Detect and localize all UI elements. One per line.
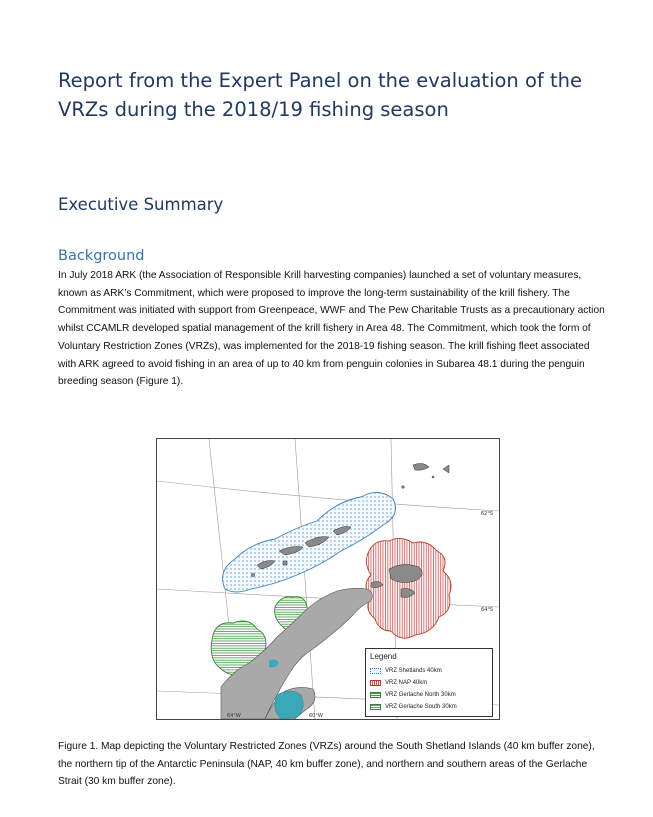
legend-item-gerlache-north [370, 691, 456, 699]
subsection-heading: Background [58, 248, 145, 264]
legend-label: VRZ NAP 40km [385, 680, 428, 686]
northeast-islands [402, 463, 449, 488]
legend-title: Legend [370, 652, 397, 661]
figure-caption: Figure 1. Map depicting the Voluntary Restricted Zones (VRZs) around the South Shetland Islands (40 km buffer zone), the northern tip of the Antarctic Peninsula (NAP, 40 km buffer zone), and northern and southern areas of the Gerlache Strait (30 km buffer zone). [58, 741, 595, 787]
legend-swatch-gerlache-north [370, 692, 381, 698]
legend-swatch-nap [370, 680, 381, 686]
legend-item-gerlache-south [370, 703, 457, 711]
report-title: Report from the Expert Panel on the evaluation of the VRZs during the 2018/19 fishing season [58, 69, 582, 121]
lon-tick-2: 60°W [309, 713, 323, 719]
legend-label: VRZ Gerlache South 30km [385, 704, 457, 710]
legend-swatch-gerlache-south [370, 704, 381, 710]
legend-swatch-shetlands [370, 668, 381, 674]
lat-tick-1: 62°S [481, 511, 494, 517]
map-legend [365, 648, 493, 717]
section-heading: Executive Summary [58, 195, 224, 214]
legend-item-nap [370, 679, 427, 687]
background-paragraph: In July 2018 ARK (the Association of Responsible Krill harvesting companies) launched a set of voluntary measures, known as ARK’s Commitment, which were proposed to improve the long-term sustainability of the krill fishery. The Commitment was initiated with support from Greenpeace, WWF and The Pew Charitable Trusts as a precautionary action whilst CCAMLR developed spatial management of the krill fishery in Area 48. The Commitment, which took the form of Voluntary Restriction Zones (VRZs), was implemented for the 2018-19 fishing season. The krill fishing fleet associated with ARK agreed to avoid fishing in an area of up to 40 km from penguin colonies in Subarea 48.1 during the penguin breeding season (Figure 1). [58, 270, 605, 388]
lon-tick-1: 64°W [227, 713, 241, 719]
vrz-nap-zone [366, 538, 451, 638]
ice-shelf-patch [275, 691, 304, 719]
legend-item-shetlands [370, 667, 442, 675]
legend-label: VRZ Shetlands 40km [385, 668, 442, 674]
vrz-map-figure [156, 438, 500, 720]
legend-label: VRZ Gerlache North 30km [385, 692, 456, 698]
lat-tick-2: 64°S [481, 607, 494, 613]
